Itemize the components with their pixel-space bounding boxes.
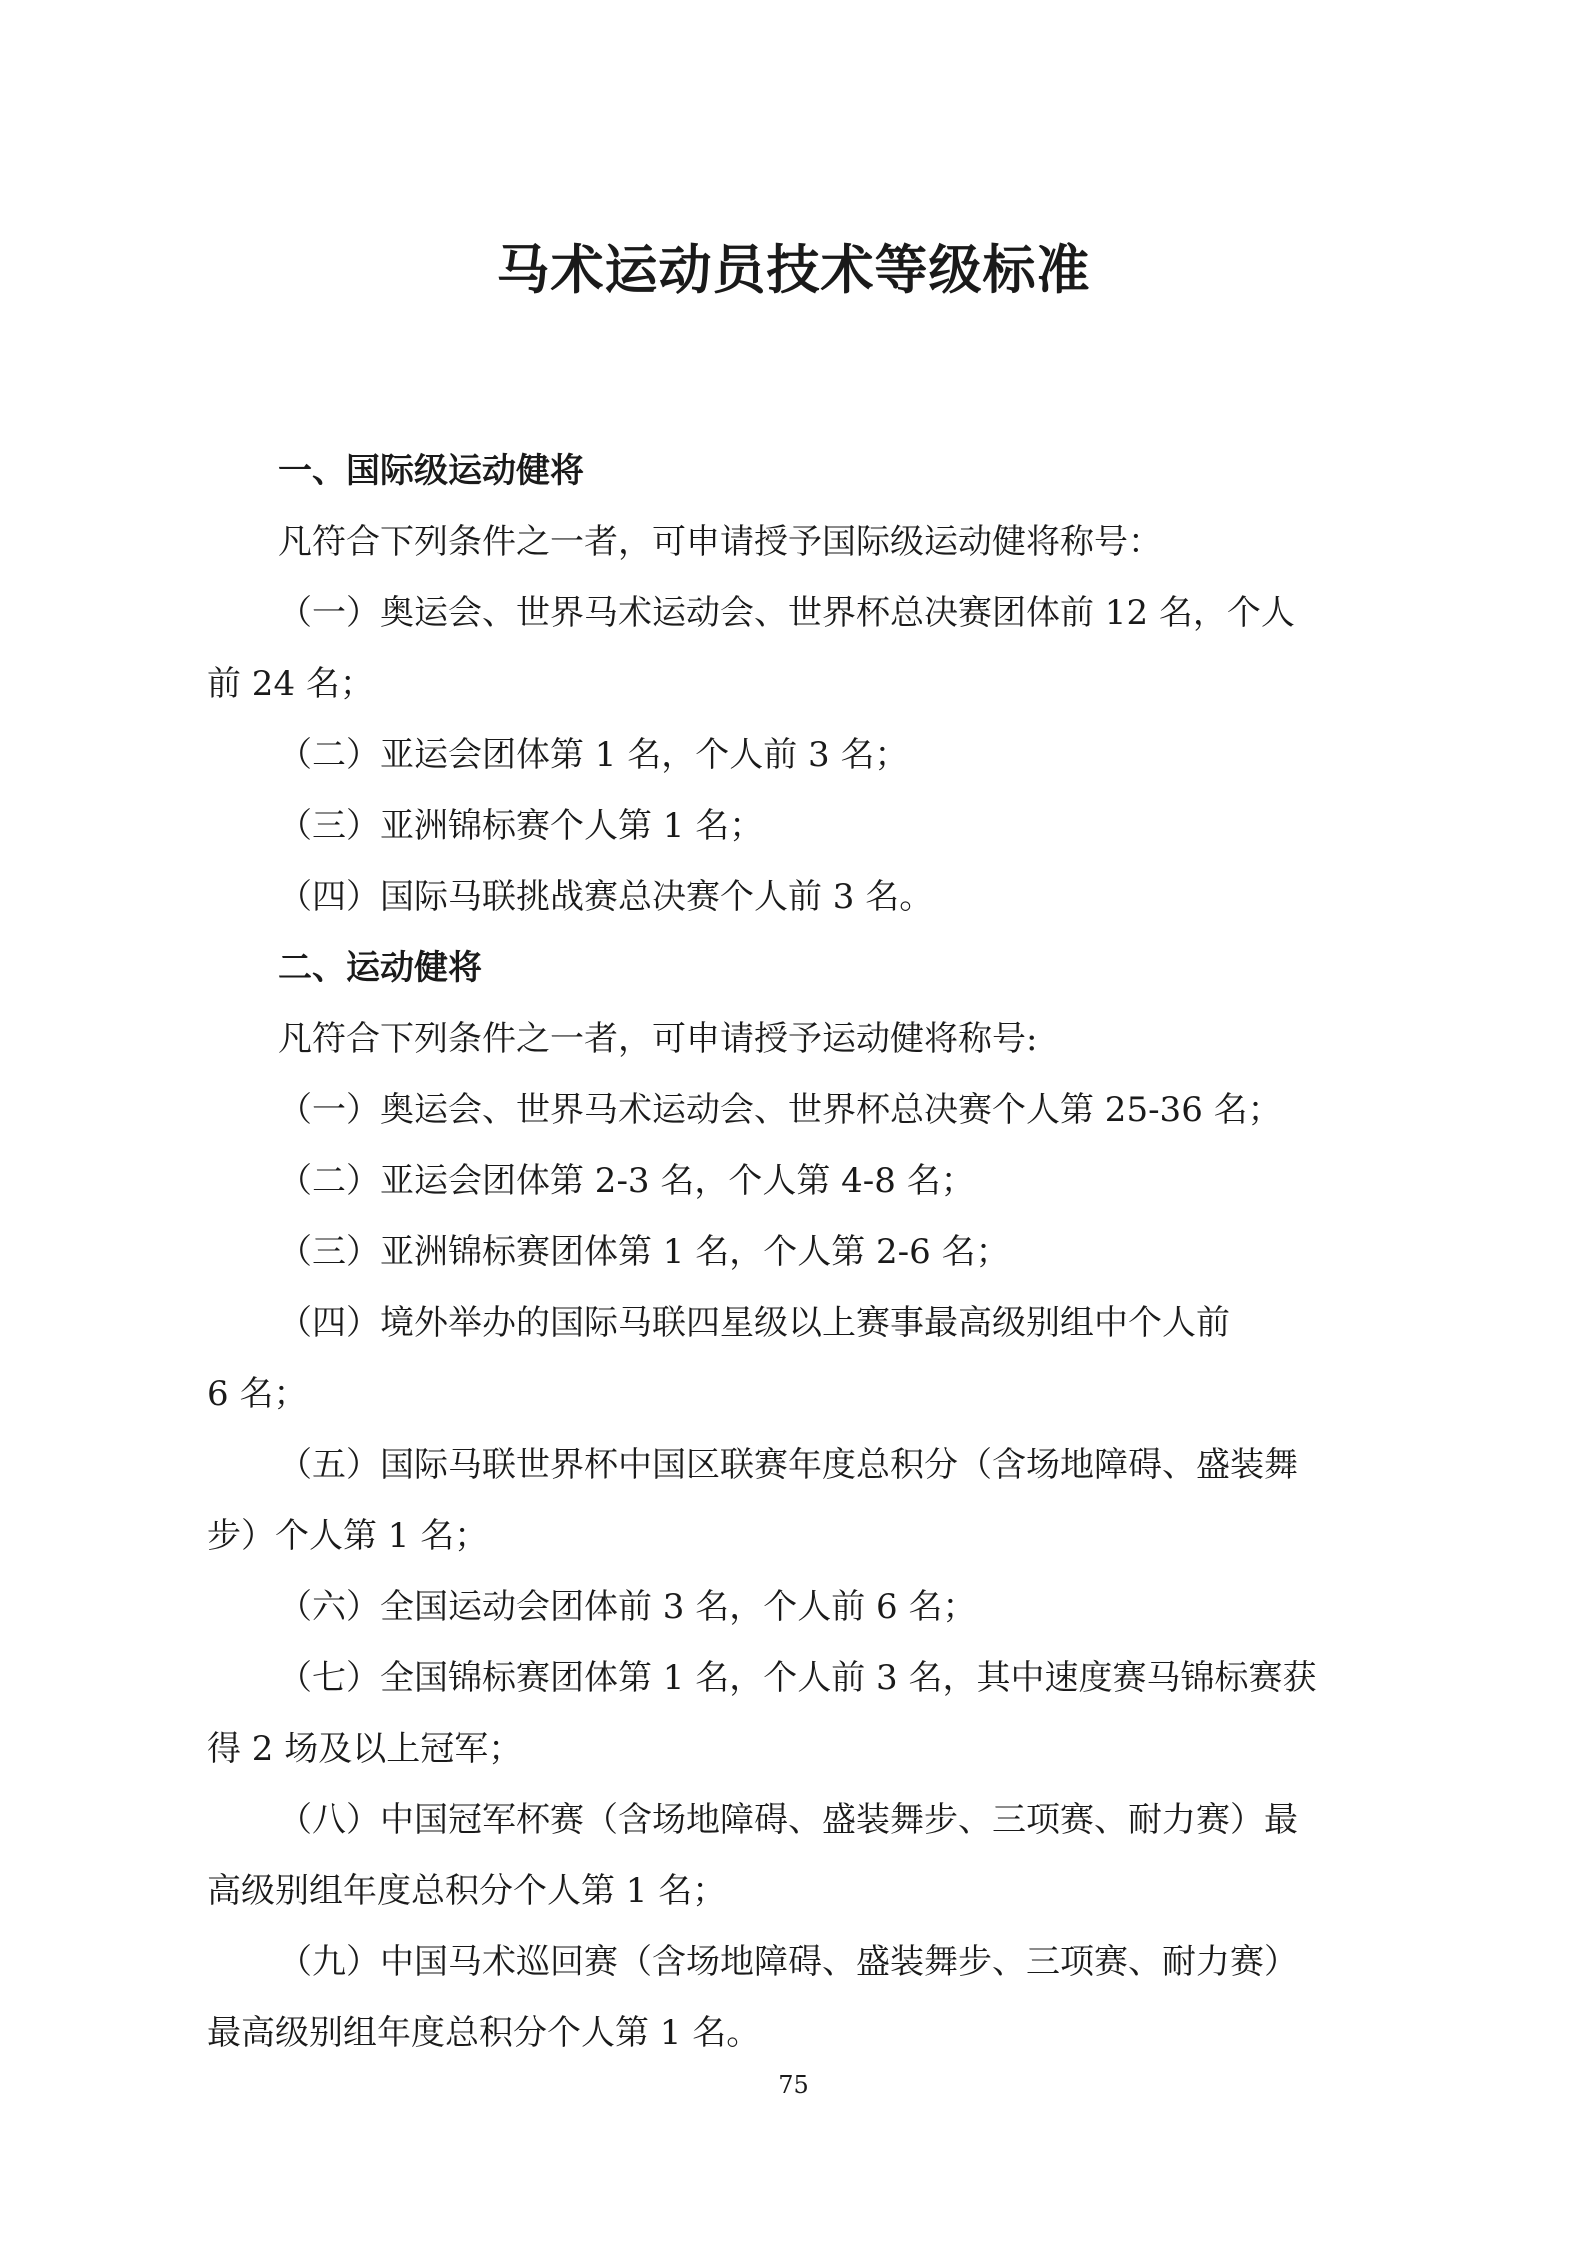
list-item-line: （六）全国运动会团体前 3 名，个人前 6 名； — [278, 1587, 977, 1627]
list-item-line: （四）国际马联挑战赛总决赛个人前 3 名。 — [278, 877, 934, 917]
list-item-line-continued: 最高级别组年度总积分个人第 1 名。 — [207, 2013, 761, 2053]
list-item-line-continued: 得 2 场及以上冠军； — [207, 1729, 523, 1769]
list-item-line: （一）奥运会、世界马术运动会、世界杯总决赛团体前 12 名，个人 — [278, 593, 1295, 633]
list-item-line-continued: 6 名； — [207, 1374, 308, 1414]
list-item-line-continued: 高级别组年度总积分个人第 1 名； — [207, 1871, 727, 1911]
section-intro: 凡符合下列条件之一者，可申请授予运动健将称号: — [278, 1019, 1038, 1059]
list-item-line: （四）境外举办的国际马联四星级以上赛事最高级别组中个人前 — [278, 1303, 1230, 1343]
list-item-line: （五）国际马联世界杯中国区联赛年度总积分（含场地障碍、盛装舞 — [278, 1445, 1298, 1485]
list-item-line: （二）亚运会团体第 1 名，个人前 3 名； — [278, 735, 909, 775]
list-item-line: （三）亚洲锦标赛个人第 1 名； — [278, 806, 764, 846]
list-item-line-continued: 前 24 名； — [207, 664, 374, 704]
list-item-line: （三）亚洲锦标赛团体第 1 名，个人第 2-6 名； — [278, 1232, 1010, 1272]
list-item-line: （九）中国马术巡回赛（含场地障碍、盛装舞步、三项赛、耐力赛） — [278, 1942, 1298, 1982]
document-title: 马术运动员技术等级标准 — [496, 240, 1091, 301]
document-body — [207, 436, 1390, 2069]
page-number: 75 — [778, 2071, 809, 2099]
list-item-line: （七）全国锦标赛团体第 1 名，个人前 3 名，其中速度赛马锦标赛获 — [278, 1658, 1317, 1698]
section-heading-master: 二、运动健将 — [278, 948, 482, 988]
list-item-line: （一）奥运会、世界马术运动会、世界杯总决赛个人第 25-36 名； — [278, 1090, 1282, 1130]
section-intro: 凡符合下列条件之一者，可申请授予国际级运动健将称号： — [278, 522, 1162, 562]
section-heading-international-master: 一、国际级运动健将 — [278, 451, 584, 491]
list-item-line: （八）中国冠军杯赛（含场地障碍、盛装舞步、三项赛、耐力赛）最 — [278, 1800, 1298, 1840]
list-item-line: （二）亚运会团体第 2-3 名，个人第 4-8 名； — [278, 1161, 975, 1201]
list-item-line-continued: 步）个人第 1 名； — [207, 1516, 489, 1556]
